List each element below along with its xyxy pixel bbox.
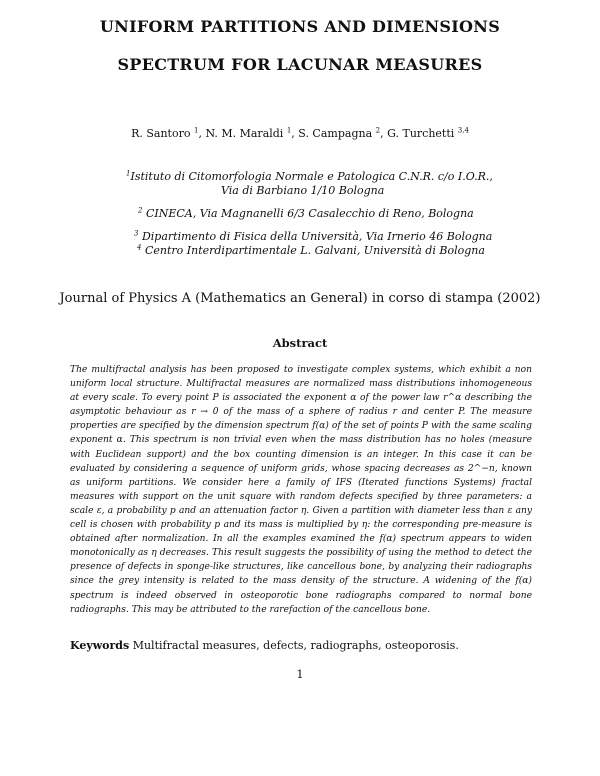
abstract-line: The multifractal analysis has been proposed to investigate complex systems, which exhibit a non xyxy=(70,365,532,375)
abstract-line: after normalization. In all the examples examined the f(α) spectrum appears to widen monotonically xyxy=(70,534,532,559)
affiliation-number: 4 xyxy=(137,243,142,252)
abstract-body xyxy=(70,363,532,617)
abstract-line: intensity is related to the mass density of the structure. A widening of the f(α) spectrum is indeed xyxy=(70,576,532,601)
author-sup: 1 xyxy=(286,126,292,135)
affiliation-number: 2 xyxy=(138,206,143,215)
title-line-2: SPECTRUM FOR LACUNAR MEASURES xyxy=(117,55,483,74)
affiliation-number: 3 xyxy=(134,229,139,238)
abstract-line: scaling exponent α. This spectrum is non trivial even when the mass distribution has no holes xyxy=(70,421,532,446)
affiliation-1-line-2: Via di Barbiano 1/10 Bologna xyxy=(221,184,385,197)
author-list: R. Santoro $^1$, N. M. Maraldi $^1$, S. Campagna $^2$, G. Turchetti $^{3,4}$ xyxy=(131,126,469,140)
author-name: G. Turchetti xyxy=(387,127,455,140)
abstract-line: uniform local structure. Multifractal measures are normalized mass distributions inhomogeneous xyxy=(70,379,532,390)
affiliation-line: Dipartimento di Fisica della Università, Via Irnerio 46 Bologna xyxy=(141,230,493,243)
affiliation-2 xyxy=(138,207,474,220)
keywords-label: Keywords xyxy=(70,639,130,652)
title-line-1: UNIFORM PARTITIONS AND DIMENSIONS xyxy=(99,17,501,36)
abstract-line: be evaluated by considering a sequence of uniform grids, whose spacing decreases as 2^−n, known as xyxy=(70,449,532,488)
author-sup: 1 xyxy=(193,126,199,135)
page-number: 1 xyxy=(296,668,304,681)
author-sup: 2 xyxy=(375,126,381,135)
keywords xyxy=(70,639,540,652)
keywords-text: Multifractal measures, defects, radiographs, osteoporosis. xyxy=(132,639,459,652)
abstract-line: uniform partitions. We consider here a family of IFS (Iterated functions Systems) fractal measures xyxy=(70,477,532,502)
affiliation-1 xyxy=(126,170,493,183)
affiliation-3 xyxy=(134,230,492,243)
journal-reference: Journal of Physics A (Mathematics an General) in corso di stampa (2002) xyxy=(59,291,541,306)
affiliation-line: CINECA, Via Magnanelli 6/3 Casalecchio di Reno, Bologna xyxy=(145,207,474,220)
abstract-line: observed in osteoporotic bone radiographs compared to normal bone radiographs. This may be xyxy=(70,590,532,615)
abstract-line: attributed to the rarefaction of the cancellous bone. xyxy=(190,604,431,615)
abstract-line: (measure with Euclidean support) and the box counting dimension is an integer. In this case it can xyxy=(70,435,532,460)
abstract-line: probability p and an attenuation factor η. Given a partition with diameter less than ε any cell is xyxy=(70,505,532,531)
abstract-line: properties are specified by the dimension spectrum f(α) of the set of points P with the same xyxy=(70,421,497,432)
affiliation-4 xyxy=(137,244,485,257)
author-name: N. M. Maraldi xyxy=(205,127,284,140)
abstract-line: as η decreases. This result suggests the possibility of using the method to detect the presence of xyxy=(70,548,532,573)
affiliation-line: Istituto di Citomorfologia Normale e Patologica C.N.R. c/o I.O.R., xyxy=(130,170,493,183)
abstract-line: with support on the unit square with random defects specified by three parameters: a scale ε, a xyxy=(70,491,532,516)
author-sup: 3,4 xyxy=(457,126,469,135)
affiliation-number: 1 xyxy=(126,169,131,178)
author-name: R. Santoro xyxy=(131,127,191,140)
abstract-line: at every scale. To every point P is associated the exponent α of the power law r^α describing the xyxy=(70,393,532,404)
affiliation-line: Centro Interdipartimentale L. Galvani, Università di Bologna xyxy=(144,244,485,257)
abstract-line: defects in sponge-like structures, like cancellous bone, by analyzing their radiographs since the grey xyxy=(70,562,532,587)
abstract-heading: Abstract xyxy=(272,336,328,350)
abstract-line: asymptotic behaviour as r → 0 of the mass of a sphere of radius r and center P. The measure xyxy=(70,407,532,418)
author-name: S. Campagna xyxy=(298,127,373,140)
abstract-line: chosen with probability p and its mass is multiplied by η: the corresponding pre-measure is obtained xyxy=(70,520,532,545)
